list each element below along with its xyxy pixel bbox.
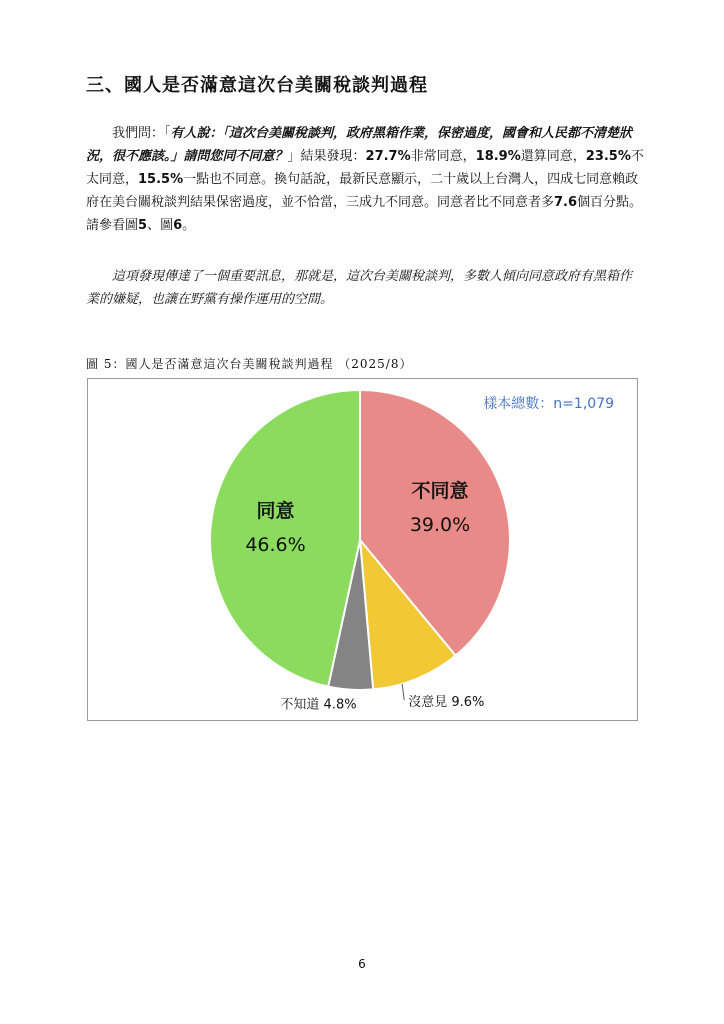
value-strongly-agree: 27.7% [365,149,411,164]
sample-size-note: 樣本總數：n=1,079 [483,396,614,412]
slice-value-3: 46.6% [245,533,306,556]
value-somewhat-disagree: 23.5% [585,149,631,164]
slice-label-0: 不同意 [411,480,469,503]
value-gap: 7.6 [554,195,578,210]
page-number: 6 [358,957,366,971]
text-1: 非常同意， [410,149,476,164]
para-lead: 我們問：「 [112,126,171,141]
para-close: 」結果發現： [287,149,366,164]
pie-chart [88,379,639,722]
text-4: 一點也不同意。換句話說，最新民意顯示，二十歲以上台灣人，四成七同意賴政府在美台關稅談判結果保密過度，並不恰當，三成九不同意。同意者比不同意者多 [86,172,639,210]
section-heading: 三、國人是否滿意這次台美關稅談判過程 [86,75,428,96]
pie-chart-frame [87,378,638,721]
text-6: 、圖 [147,218,174,233]
value-figure-6: 6 [173,218,183,233]
text-5: 個百分點。請參看圖 [86,195,643,233]
slice-label-3: 同意 [256,499,295,522]
leader-line-1 [402,684,404,700]
slice-label-1: 沒意見 9.6% [408,695,485,710]
paragraph-survey-result [86,122,644,237]
slice-value-0: 39.0% [409,514,471,537]
value-somewhat-agree: 18.9% [475,149,521,164]
text-7: 。 [182,218,196,233]
text-3: 不太同意， [86,149,644,187]
figure-caption: 圖 5：國人是否滿意這次台美關稅談判過程 （2025/8） [86,357,413,371]
value-figure-5: 5 [138,218,148,233]
text-2: 還算同意， [520,149,586,164]
value-strongly-disagree: 15.5% [138,172,184,187]
slice-label-2: 不知道 4.8% [280,697,357,713]
survey-question: 有人說：「這次台美關稅談判，政府黑箱作業，保密過度，國會和人民都不清楚狀況，很不應該。」請問您同不同意？ [86,126,633,164]
paragraph-conclusion: 這項發現傳達了一個重要訊息，那就是，這次台美關稅談判，多數人傾向同意政府有黑箱作業的嫌疑，也讓在野黨有操作運用的空間。 [86,269,633,307]
